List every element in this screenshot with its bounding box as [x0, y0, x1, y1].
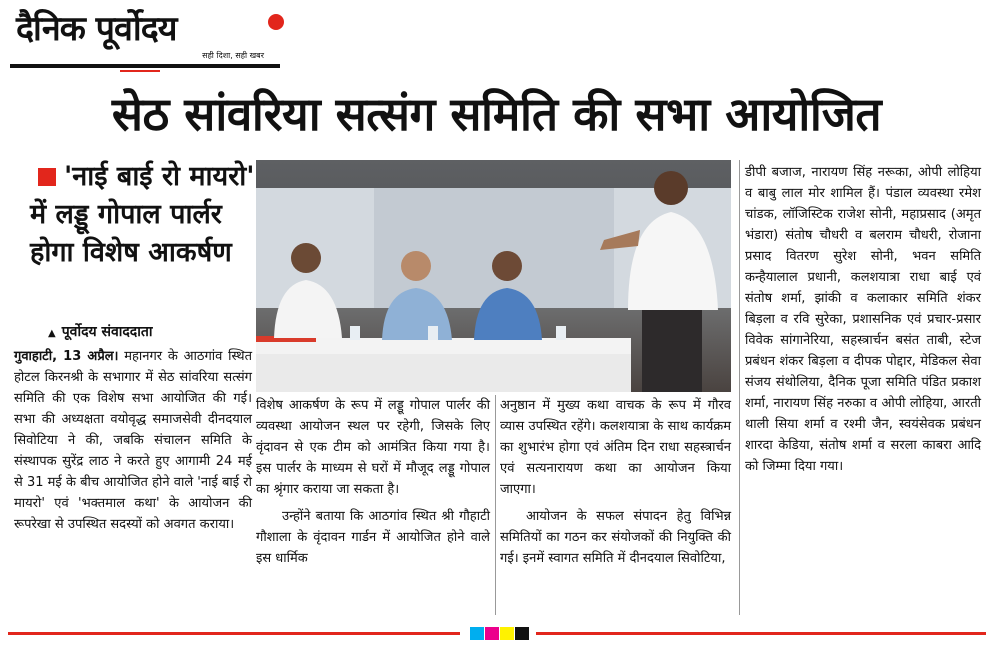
article-column-2-paragraph-2: उन्होंने बताया कि आठगांव स्थित श्री गौहाटी गौशाला के वृंदावन गार्डन में आयोजित होने वाले इस धार्मिक — [256, 509, 490, 566]
article-column-1-text: महानगर के आठगांव स्थित होटल किरनश्री के सभागार में सेठ सांवरिया सत्संग समिति की एक विशेष सभा आयोजित की गई। सभा की अध्यक्षता वयोवृद्ध समाजसेवी दीनदयाल सिवोटिया ने की, जबकि संचालन समिति के संस्थापक सुरेंद्र लाठ ने करते हुए आगामी 24 मई से 31 मई के बीच आयोजित होने वाले 'नाई बाई रो मायरो' एवं 'भक्तमाल कथा' के आयोजन की रूपरेखा से उपस्थित सदस्यों को अवगत कराया। — [14, 349, 252, 532]
column-divider — [739, 160, 740, 615]
logo-dot-icon — [268, 14, 284, 30]
byline-arrow-icon: ▲ — [48, 328, 56, 339]
article-column-3 — [500, 395, 731, 569]
registration-mark-black — [515, 627, 529, 640]
byline — [48, 322, 152, 341]
registration-mark-magenta — [485, 627, 499, 640]
article-column-3-paragraph-1: अनुष्ठान में मुख्य कथा वाचक के रूप में गौरव व्यास उपस्थित रहेंगे। कलशयात्रा के साथ कार्यक्रम का शुभारंभ होगा एवं अंतिम दिन राधा सहस्त्रार्चन एवं सत्यनारायण कथा का आयोजन किया जाएगा। — [500, 398, 731, 497]
article-photo — [256, 160, 731, 392]
article-column-2-paragraph-1: विशेष आकर्षण के रूप में लड्डू गोपाल पार्लर की व्यवस्था आयोजन स्थल पर रहेगी, जिसके लिए वृंदावन से एक टीम को आमंत्रित किया गया है। इस पार्लर के माध्यम से घरों में मौजूद लड्डू गोपाल का श्रृंगार कराया जा सकता है। — [256, 398, 490, 497]
newspaper-tagline: सही दिशा, सही खबर — [202, 51, 264, 60]
headline: सेठ सांवरिया सत्संग समिति की सभा आयोजित — [111, 87, 882, 141]
subhead-bullet-icon — [38, 168, 56, 186]
footer-rule-right — [536, 632, 986, 635]
article-column-4-text: डीपी बजाज, नारायण सिंह नरूका, ओपी लोहिया व बाबु लाल मोर शामिल हैं। पंडाल व्यवस्था रमेश चांडक, लॉजिस्टिक राजेश सोनी, महाप्रसाद (अमृत भंडारा) संतोष चौधरी व बलराम चौधरी, रोजाना प्रसाद वितरण सुरेश सोनी, भवन समिति कन्हैयालाल प्रधानी, कलशयात्रा राधा बाई एवं संतोष शर्मा, झांकी व कलाकार समिति शंकर बिड़ला व रवि सुरेका, प्रशासनिक एवं प्रचार-प्रसार विवेक सांगानेरिया, सहस्त्रार्चन बसंत ताबी, स्टेज प्रबंधन शंकर बिड़ला व दीपक पोद्दार, मेडिकल सेवा संजय संथोलिया, दैनिक पूजा समिति पंडित प्रकाश शर्मा, नारायण सिंह नरुका व ओपी लोहिया, आरती थाली सिया शर्मा व रश्मी जैन, स्वयंसेवक प्रबंधन शारदा केडिया, संतोष शर्मा व सरला काबरा आदि को जिम्मा दिया गया। — [745, 165, 981, 474]
article-column-4 — [745, 162, 981, 477]
column-divider — [495, 395, 496, 615]
masthead-accent-rule — [120, 70, 160, 72]
newspaper-name: दैनिक पूर्वोदय — [16, 9, 177, 49]
subheadline: 'नाई बाई रो मायरो' में लड्डू गोपाल पार्लर होगा विशेष आकर्षण — [30, 161, 255, 268]
footer-rule-left — [8, 632, 460, 635]
registration-mark-cyan — [470, 627, 484, 640]
masthead — [10, 4, 282, 70]
dateline: गुवाहाटी, 13 अप्रैल। — [14, 349, 119, 364]
article-column-3-paragraph-2: आयोजन के सफल संपादन हेतु विभिन्न समितियों का गठन कर संयोजकों की नियुक्ति की गई। इनमें स्वागत समिति में दीनदयाल सिवोटिया, — [500, 509, 731, 566]
registration-mark-yellow — [500, 627, 514, 640]
masthead-rule — [10, 64, 280, 68]
byline-text: पूर्वोदय संवाददाता — [61, 324, 153, 340]
article-column-2 — [256, 395, 490, 569]
photo-illustration — [256, 160, 731, 392]
article-column-1 — [14, 346, 252, 535]
